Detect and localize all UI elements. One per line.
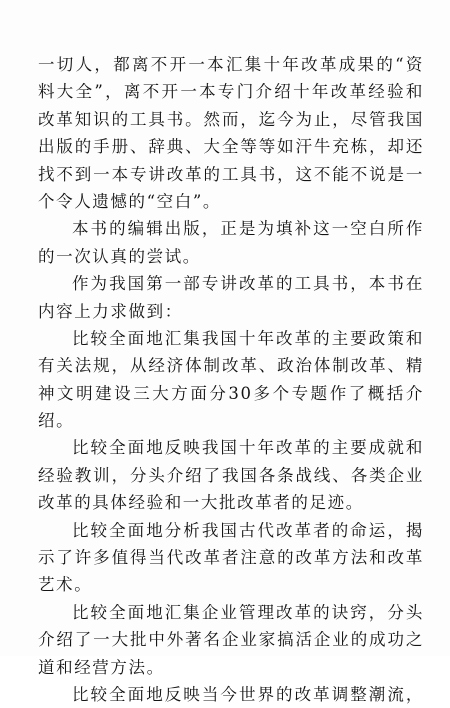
paragraph-start-line: 比较全面地反映当今世界的改革调整潮流， xyxy=(72,684,424,704)
text-line: 艺术。 xyxy=(38,575,93,595)
text-line: 示了许多值得当代改革者注意的改革方法和改革 xyxy=(38,548,424,568)
text-line: 内容上力求做到： xyxy=(38,301,183,321)
text-line: 改革的具体经验和一大批改革者的足迹。 xyxy=(38,493,364,513)
text-line: 神文明建设三大方面分30多个专题作了概括介 xyxy=(38,383,424,403)
text-line: 经验教训，分头介绍了我国各条战线、各类企业 xyxy=(38,465,424,485)
text-line: 出版的手册、辞典、大全等等如汗牛充栋，却还 xyxy=(38,137,424,157)
text-line: 料大全”，离不开一本专门介绍十年改革经验和 xyxy=(38,82,424,102)
text-line: 一切人，都离不开一本汇集十年改革成果的“资 xyxy=(38,55,424,74)
paragraph-start-line: 比较全面地汇集我国十年改革的主要政策和 xyxy=(72,328,424,348)
text-line: 改革知识的工具书。然而，迄今为止，尽管我国 xyxy=(38,109,424,129)
text-line: 介绍了一大批中外著名企业家搞活企业的成功之 xyxy=(38,630,424,650)
text-line: 个令人遗憾的“空白”。 xyxy=(38,191,221,211)
paragraph-start-line: 比较全面地分析我国古代改革者的命运，揭 xyxy=(72,520,424,540)
text-line: 有关法规，从经济体制改革、政治体制改革、精 xyxy=(38,356,424,376)
paragraph-start-line: 比较全面地汇集企业管理改革的诀窍，分头 xyxy=(72,602,424,622)
text-line: 的一次认真的尝试。 xyxy=(38,246,201,266)
text-line: 绍。 xyxy=(38,411,75,431)
text-line: 道和经营方法。 xyxy=(38,657,165,677)
paragraph-start-line: 本书的编辑出版，正是为填补这一空白所作 xyxy=(72,219,424,239)
paragraph-start-line: 比较全面地反映我国十年改革的主要成就和 xyxy=(72,438,424,458)
body-text xyxy=(38,51,424,708)
text-line: 找不到一本专讲改革的工具书，这不能不说是一 xyxy=(38,164,424,184)
paragraph-start-line: 作为我国第一部专讲改革的工具书，本书在 xyxy=(72,274,424,294)
